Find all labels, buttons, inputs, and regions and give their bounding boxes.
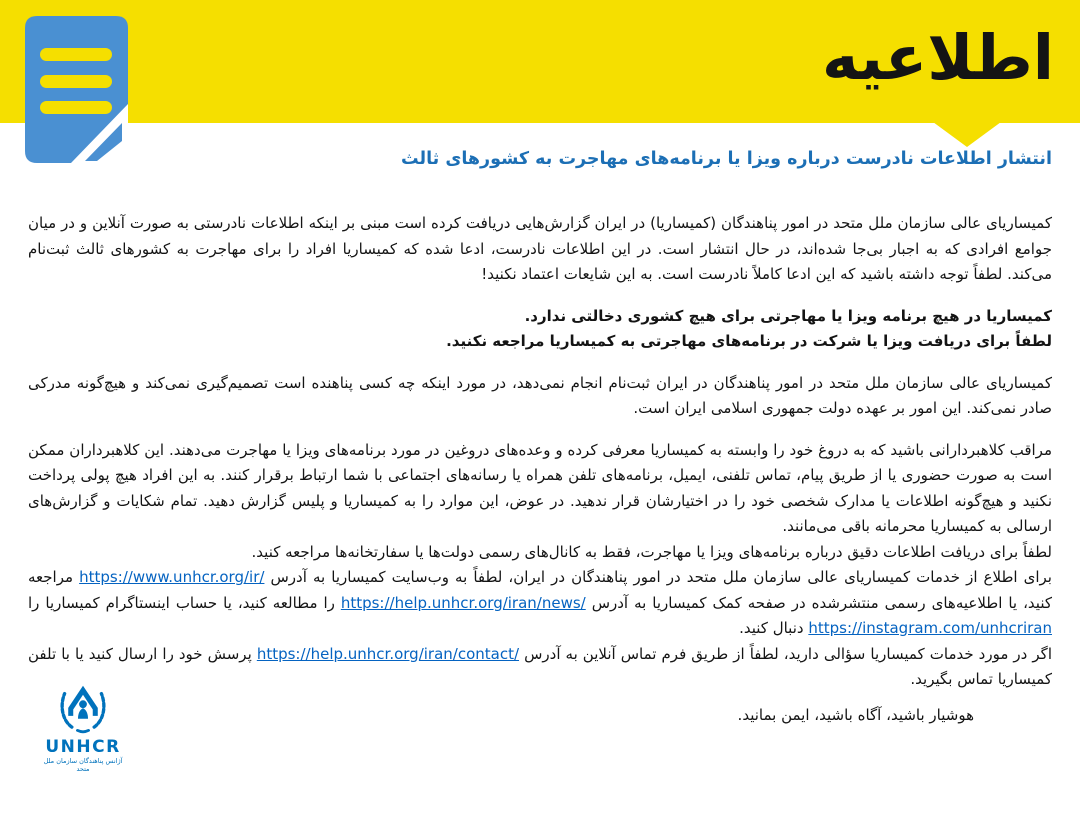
- paragraph-registration-mandate: کمیساریای عالی سازمان ملل متحد در امور پناهندگان در ایران ثبت‌نام انجام نمی‌دهد، در مورد اینکه چه کسی پناهنده است تصمیم‌گیری نمی‌کند و هیچ‌گونه مدرکی صادر نمی‌کند. این امور بر عهده دولت جمهوری اسلامی ایران است.: [28, 373, 1052, 417]
- no-involvement-line-1: کمیساریا در هیچ برنامه ویزا یا مهاجرتی برای هیچ کشوری دخالتی ندارد.: [524, 306, 1052, 325]
- paragraph-no-involvement: [28, 304, 1052, 355]
- paragraph-official-channels: لطفاً برای دریافت اطلاعات دقیق درباره برنامه‌های ویزا یا مهاجرت، فقط به کانال‌های رسمی دولت‌ها یا سفارتخانه‌ها مراجعه کنید.: [251, 542, 1052, 561]
- resources-text-2: مراجعه کنید، یا اطلاعیه‌های رسمی منتشرشده در صفحه کمک کمیساریا به آدرس: [28, 568, 1052, 612]
- unhcr-website-link[interactable]: https://www.unhcr.org/ir/: [79, 568, 265, 586]
- instagram-link[interactable]: https://instagram.com/unhcriran: [808, 619, 1052, 637]
- resources-text-1: برای اطلاع از خدمات کمیساریای عالی سازمان ملل متحد در امور پناهندگان در ایران، لطفاً به وب‌سایت کمیساریا به آدرس: [264, 568, 1052, 586]
- unhcr-emblem-icon: [55, 678, 111, 736]
- contact-text-2: پرسش خود را ارسال کنید یا با تلفن کمیساریا تماس بگیرید.: [28, 644, 1052, 688]
- unhcr-tagline: آژانس پناهندگان سازمان ملل متحد: [43, 756, 123, 774]
- unhcr-acronym: UNHCR: [45, 737, 121, 757]
- paragraph-unhcr-resources: [28, 565, 1052, 642]
- document-icon-graphic: [25, 16, 128, 163]
- resources-text-3: را مطالعه کنید، یا حساب اینستاگرام کمیساریا را: [28, 593, 341, 612]
- unhcr-logo: [38, 678, 128, 774]
- body-text: [28, 211, 1052, 728]
- paragraph-misinformation-report: کمیساریای عالی سازمان ملل متحد در امور پناهندگان (کمیساریا) در ایران گزارش‌هایی دریافت کرده است مبنی بر اینکه اطلاعات نادرستی به صورت آنلاین و در میان جوامع افرادی که به اجبار بی‌جا شده‌اند، در حال انتشار است. در این اطلاعات نادرست، ادعا شده که کمیساریا افراد را برای مهاجرت به کشورهای ثالث ثبت‌نام می‌کند. لطفاً توجه داشته باشید که این ادعا کاملاً نادرست است. به این شایعات اعتماد نکنید!: [28, 214, 1052, 283]
- no-involvement-line-2: لطفاً برای دریافت ویزا یا شرکت در برنامه‌های مهاجرتی به کمیساریا مراجعه نکنید.: [446, 332, 1052, 350]
- paragraph-contact: [28, 642, 1052, 693]
- banner-pointer-triangle: [933, 122, 1001, 147]
- page-subtitle: انتشار اطلاعات نادرست درباره ویزا یا برنامه‌های مهاجرت به کشورهای ثالث: [400, 149, 1052, 169]
- help-news-link[interactable]: https://help.unhcr.org/iran/news/: [340, 593, 586, 612]
- document-icon: [25, 16, 128, 163]
- contact-text-1: اگر در مورد خدمات کمیساریا سؤالی دارید، لطفاً از طریق فرم تماس آنلاین به آدرس: [519, 644, 1052, 663]
- resources-text-4: دنبال کنید.: [739, 619, 809, 637]
- contact-form-link[interactable]: https://help.unhcr.org/iran/contact/: [256, 644, 520, 663]
- paragraph-fraud-warning: مراقب کلاهبردارانی باشید که به دروغ خود را وابسته به کمیساریا معرفی کرده و وعده‌های دروغین در مورد برنامه‌های ویزا یا مهاجرت می‌دهند. این کلاهبرداران ممکن است به صورت حضوری یا از طریق پیام، تماس تلفنی، ایمیل، برنامه‌های تلفن همراه یا رسانه‌های اجتماعی با شما ارتباط برقرار کنند. به این افراد هیچ پولی پرداخت نکنید و هیچ‌گونه اطلاعات یا مدارک شخصی خود را در اختیارشان قرار ندهید. در عوض، این موارد را به کمیساریا و پلیس گزارش دهید. تمام شکایات و گزارش‌های ارسالی به کمیساریا محرمانه باقی می‌مانند.: [28, 440, 1052, 535]
- closing-slogan: هوشیار باشید، آگاه باشید، ایمن بمانید.: [737, 705, 974, 724]
- page-title: اطلاعیه: [822, 21, 1054, 94]
